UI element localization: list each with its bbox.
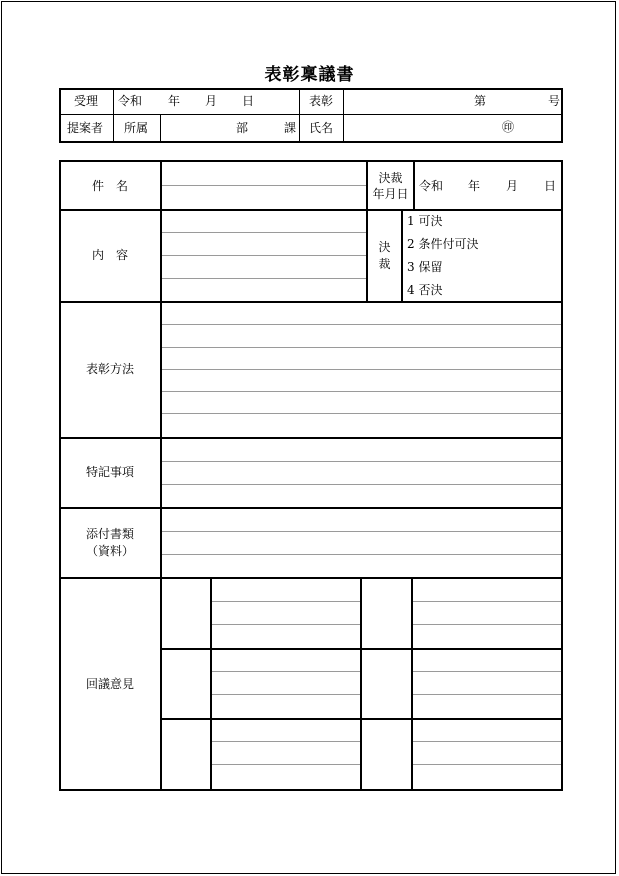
opinion-writing-line[interactable] xyxy=(413,764,561,765)
attachments-label: 添付書類 xyxy=(85,527,134,541)
method-writing-line[interactable] xyxy=(162,347,561,348)
decision-date-label-2: 年月日 xyxy=(372,187,409,201)
attachments-sublabel: （資料） xyxy=(85,544,134,558)
decision-option-approve[interactable]: 1 可決 xyxy=(407,214,443,228)
received-date-year: 年 xyxy=(168,94,181,108)
content-label: 内 容 xyxy=(91,248,128,262)
commendation-number-dai: 第 xyxy=(474,94,487,108)
opinion-writing-line[interactable] xyxy=(212,601,360,602)
opinions-label: 回議意見 xyxy=(85,677,134,691)
decision-date-month: 月 xyxy=(506,179,519,193)
opinion-writing-line[interactable] xyxy=(212,624,360,625)
method-writing-line[interactable] xyxy=(162,369,561,370)
opinion-writing-line[interactable] xyxy=(212,671,360,672)
decision-date-year: 年 xyxy=(468,179,481,193)
proposer-label: 提案者 xyxy=(67,121,104,135)
opinion-writing-line[interactable] xyxy=(413,671,561,672)
decision-date-reiwa: 令和 xyxy=(419,179,444,193)
method-writing-line[interactable] xyxy=(162,413,561,414)
method-label: 表彰方法 xyxy=(85,362,134,376)
attachments-writing-line[interactable] xyxy=(162,554,561,555)
method-writing-line[interactable] xyxy=(162,391,561,392)
decision-date-day: 日 xyxy=(544,179,557,193)
subject-label: 件 名 xyxy=(91,179,128,193)
received-label: 受理 xyxy=(74,94,99,108)
received-date-month: 月 xyxy=(205,94,218,108)
commendation-label: 表彰 xyxy=(309,94,334,108)
notes-label: 特記事項 xyxy=(85,465,134,479)
department-bu: 部 xyxy=(236,121,249,135)
opinion-writing-line[interactable] xyxy=(413,601,561,602)
opinion-writing-line[interactable] xyxy=(212,694,360,695)
decision-option-reject[interactable]: 4 否決 xyxy=(407,283,443,297)
opinion-writing-line[interactable] xyxy=(413,741,561,742)
opinion-writing-line[interactable] xyxy=(413,624,561,625)
notes-writing-line[interactable] xyxy=(162,484,561,485)
header-row-divider xyxy=(59,114,563,115)
received-date-day: 日 xyxy=(242,94,255,108)
content-writing-line[interactable] xyxy=(162,232,366,233)
method-writing-line[interactable] xyxy=(162,324,561,325)
subject-writing-line[interactable] xyxy=(162,185,366,186)
decision-label-1: 決 xyxy=(378,240,391,254)
content-writing-line[interactable] xyxy=(162,255,366,256)
attachments-writing-line[interactable] xyxy=(162,531,561,532)
seal-mark: ㊞ xyxy=(502,120,515,134)
content-writing-line[interactable] xyxy=(162,278,366,279)
decision-option-hold[interactable]: 3 保留 xyxy=(407,260,443,274)
section-ka: 課 xyxy=(284,121,297,135)
notes-writing-line[interactable] xyxy=(162,461,561,462)
page-title: 表彰稟議書 xyxy=(264,65,355,85)
opinion-writing-line[interactable] xyxy=(212,741,360,742)
name-label: 氏名 xyxy=(309,121,334,135)
received-date-reiwa: 令和 xyxy=(118,94,143,108)
decision-label-2: 裁 xyxy=(378,257,391,271)
affiliation-label: 所属 xyxy=(124,121,149,135)
decision-date-label-1: 決裁 xyxy=(378,171,403,185)
commendation-number-go: 号 xyxy=(548,94,561,108)
decision-option-conditional[interactable]: 2 条件付可決 xyxy=(407,237,479,251)
opinion-writing-line[interactable] xyxy=(413,694,561,695)
opinion-writing-line[interactable] xyxy=(212,764,360,765)
